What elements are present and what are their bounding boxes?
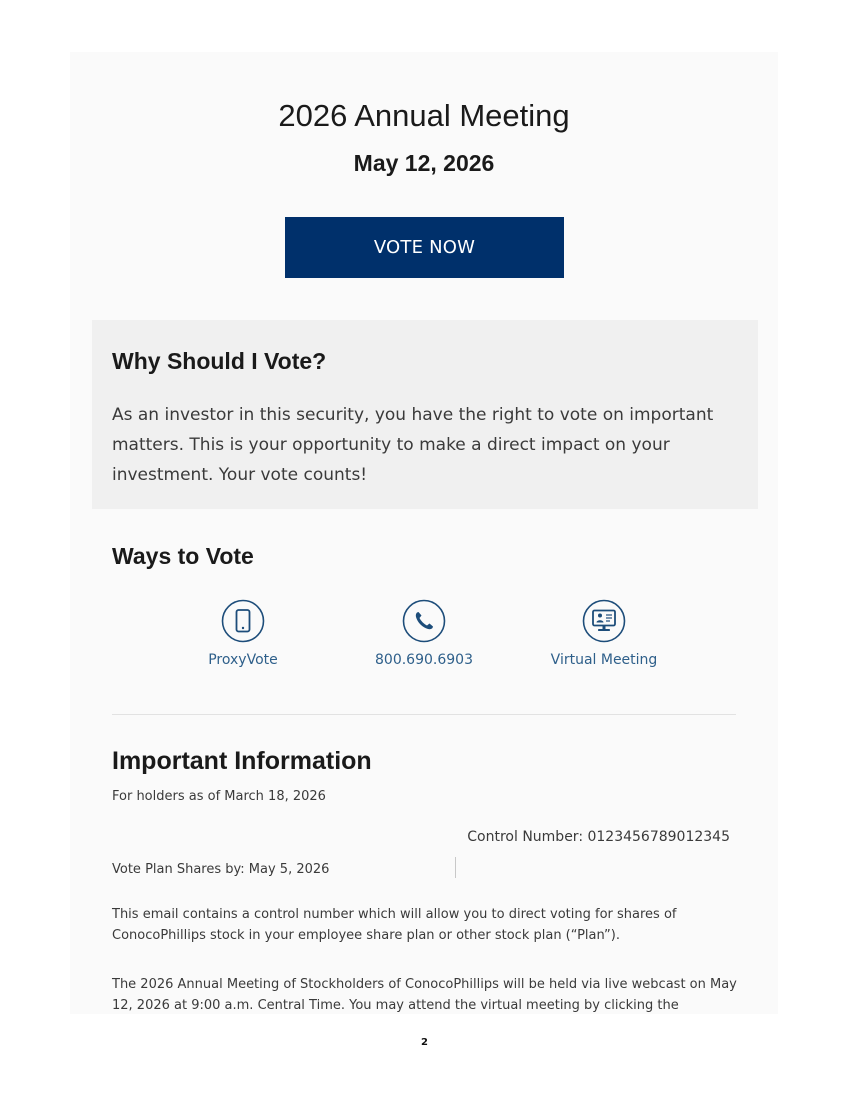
holders-as-of-text: For holders as of March 18, 2026 (112, 789, 326, 804)
meeting-title: 2026 Annual Meeting (278, 98, 570, 133)
page-number: 2 (421, 1037, 428, 1048)
control-number-paragraph: This email contains a control number which will allow you to direct voting for shares of ConocoPhillips stock in your employee share plan or other stock plan (“Plan”). (112, 907, 677, 943)
vote-now-button[interactable]: VOTE NOW (285, 217, 564, 278)
vote-deadline-text: Vote Plan Shares by: May 5, 2026 (112, 862, 330, 877)
email-card (70, 52, 778, 1014)
section-divider (112, 714, 736, 715)
why-vote-section (92, 320, 758, 509)
phone-icon (402, 599, 446, 643)
phone-number-label: 800.690.6903 (375, 652, 473, 668)
why-vote-text: As an investor in this security, you have the right to vote on important matters. This is your opportunity to make a direct impact on your investment. Your vote counts! (112, 405, 714, 485)
proxyvote-link[interactable] (153, 599, 333, 670)
proxyvote-label: ProxyVote (208, 652, 278, 668)
important-information-heading: Important Information (112, 747, 372, 775)
smartphone-icon (221, 599, 265, 643)
virtual-meeting-link[interactable] (514, 599, 694, 670)
meeting-date: May 12, 2026 (353, 150, 495, 176)
ways-to-vote-heading: Ways to Vote (112, 543, 254, 569)
virtual-meeting-label: Virtual Meeting (550, 652, 658, 668)
vertical-divider (455, 857, 456, 878)
phone-vote-link[interactable] (334, 599, 514, 670)
control-number: Control Number: 0123456789012345 (467, 829, 730, 845)
computer-monitor-icon (582, 599, 626, 643)
annual-meeting-paragraph: The 2026 Annual Meeting of Stockholders of ConocoPhillips will be held via live webcast on May 12, 2026 at 9:00 a.m. Central Time. You may attend the virtual meeting by clicking the (112, 977, 737, 1013)
why-vote-heading: Why Should I Vote? (112, 348, 327, 374)
